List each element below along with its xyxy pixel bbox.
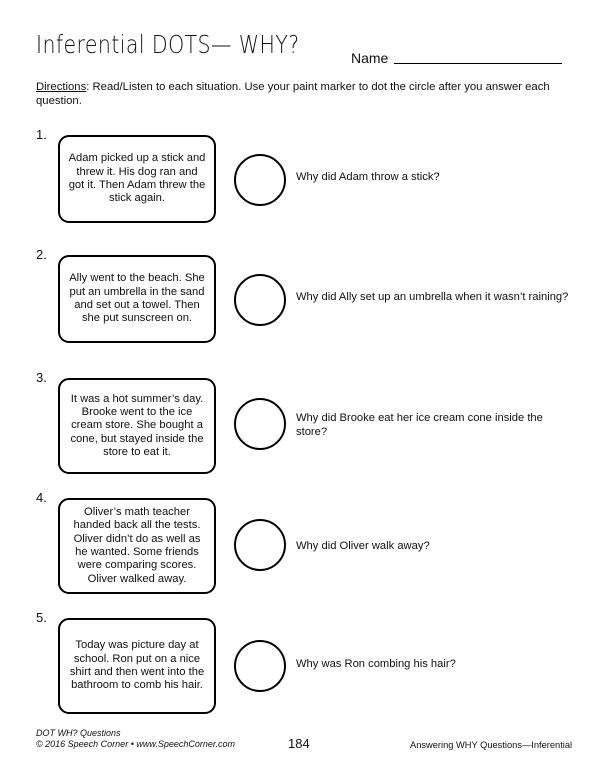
name-label: Name [351, 50, 389, 66]
story-box: Ally went to the beach. She put an umbrella in the sand and set out a towel. Then she put sunscreen on. [58, 255, 216, 343]
dot-circle[interactable] [234, 154, 286, 206]
name-line[interactable] [394, 62, 562, 64]
story-box: Today was picture day at school. Ron put on a nice shirt and then went into the bathroom to comb his hair. [58, 618, 216, 714]
footer-left [36, 728, 235, 750]
question-item [36, 127, 576, 242]
dot-circle[interactable] [234, 640, 286, 692]
item-number: 2. [36, 247, 47, 262]
dot-circle[interactable] [234, 274, 286, 326]
question-item [36, 490, 576, 605]
item-number: 3. [36, 370, 47, 385]
question-text: Why did Ally set up an umbrella when it wasn’t raining? [296, 291, 569, 303]
question-item [36, 610, 576, 725]
question-text: Why did Oliver walk away? [296, 540, 430, 552]
story-box: Adam picked up a stick and threw it. His dog ran and got it. Then Adam threw the stick again. [58, 135, 216, 223]
question-text: Why did Brooke eat her ice cream cone inside the store? [296, 412, 543, 438]
question-text: Why was Ron combing his hair? [296, 658, 456, 670]
footer-copyright: © 2016 Speech Corner • www.SpeechCorner.com [36, 739, 236, 749]
question-text: Why did Adam throw a stick? [296, 171, 440, 183]
item-number: 5. [36, 610, 47, 625]
story-box: Oliver’s math teacher handed back all the tests. Oliver didn’t do as well as he wanted. Some friends were comparing scores. Oliver walked away. [58, 498, 216, 594]
item-number: 1. [36, 127, 47, 142]
footer-series: DOT WH? Questions [36, 728, 121, 738]
dot-circle[interactable] [234, 519, 286, 571]
directions-label: Directions [36, 81, 87, 93]
directions-text: : Read/Listen to each situation. Use your paint marker to dot the circle after you answer each question. [36, 81, 550, 107]
page-number: 184 [288, 736, 310, 751]
question-item [36, 370, 576, 485]
dot-circle[interactable] [234, 398, 286, 450]
item-number: 4. [36, 490, 47, 505]
story-box: It was a hot summer’s day. Brooke went to the ice cream store. She bought a cone, but stayed inside the store to eat it. [58, 378, 216, 474]
directions [36, 80, 566, 108]
footer-section: Answering WHY Questions—Inferential [410, 740, 573, 750]
question-item [36, 247, 576, 362]
page-title: Inferential DOTS— WHY? [36, 30, 300, 59]
